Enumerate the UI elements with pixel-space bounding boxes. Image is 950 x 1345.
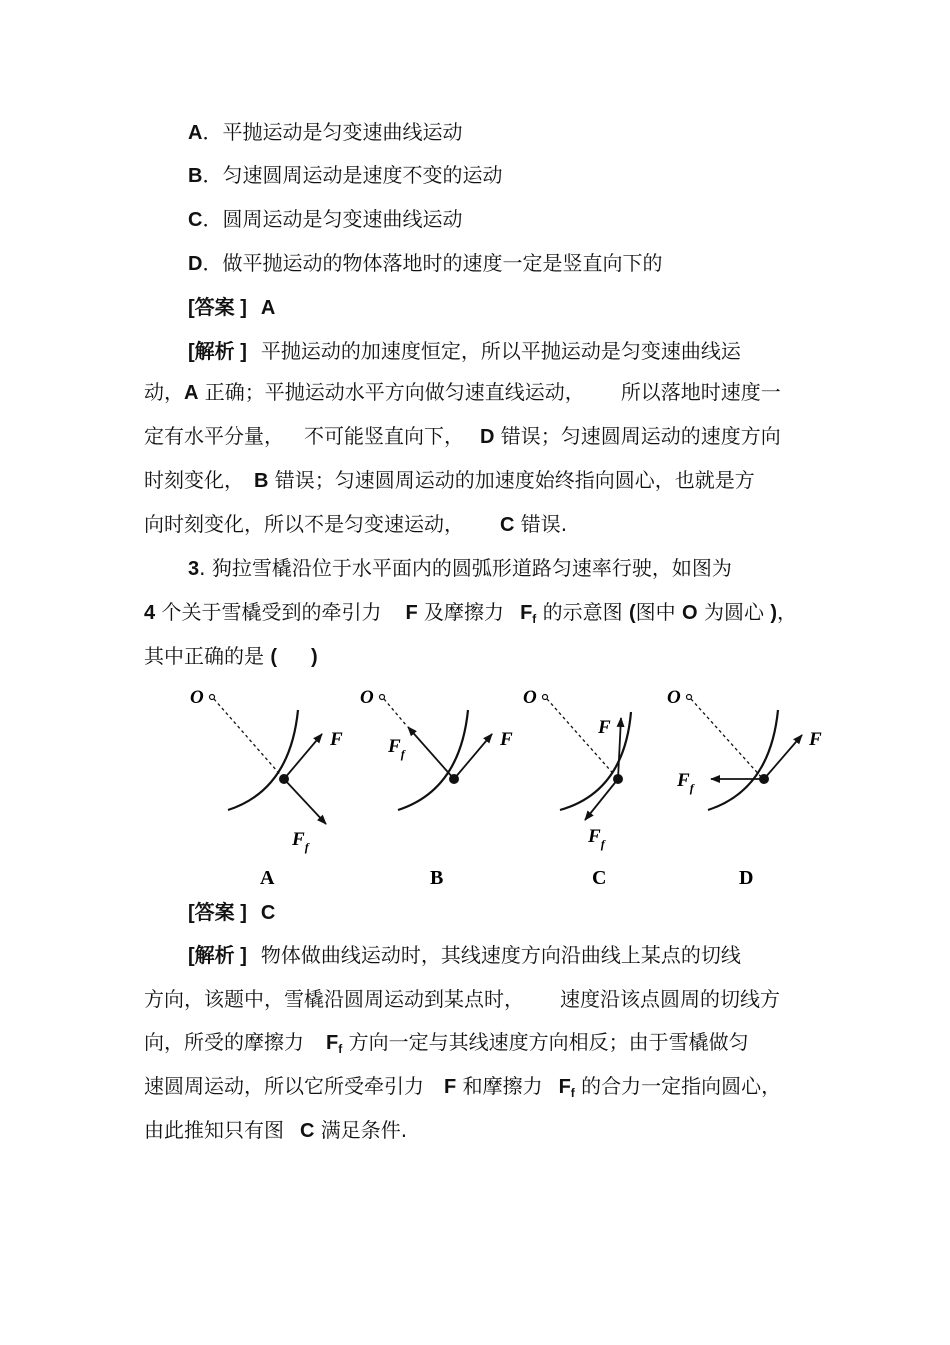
q2-analysis-line-4: 时刻变化， B 错误；匀速圆周运动的加速度始终指向圆心，也就是方 — [144, 468, 755, 492]
q3-stem-line-2: 4 个关于雪橇受到的牵引力 F 及摩擦力 $F_f$ 的示意图 (图中 O 为圆心 )， — [144, 600, 797, 626]
diagram-b — [360, 687, 513, 889]
arc-path — [398, 710, 468, 810]
diagram-a — [190, 687, 343, 889]
caption-d: D — [739, 867, 754, 889]
radius-dashed — [691, 699, 763, 779]
caption-a: A — [260, 867, 275, 889]
caption-c: C — [592, 867, 607, 889]
force-f-arrow — [284, 734, 322, 779]
radius-dashed — [547, 699, 618, 779]
force-ff-arrow — [284, 779, 326, 824]
label-ff: $F_f$ — [588, 826, 605, 851]
center-label-o: O — [523, 687, 537, 708]
option-b: B．匀速圆周运动是速度不变的运动 — [188, 163, 503, 187]
diagram-c — [523, 687, 631, 889]
center-point — [543, 695, 548, 700]
caption-b: B — [430, 867, 444, 889]
label-f: F — [500, 729, 513, 750]
radius-dashed — [214, 699, 284, 779]
q3-analysis-line-3: 向，所受的摩擦力 $F_f$ 方向一定与其线速度方向相反；由于雪橇做匀 — [144, 1030, 749, 1056]
force-f-arrow — [454, 734, 492, 779]
q2-analysis-line-5: 向时刻变化，所以不是匀变速运动， C 错误. — [144, 512, 568, 536]
force-f-arrow — [764, 735, 802, 779]
center-point — [687, 695, 692, 700]
radius-dashed — [384, 699, 406, 725]
option-c: C．圆周运动是匀变速曲线运动 — [188, 207, 463, 231]
option-d: D．做平抛运动的物体落地时的速度一定是竖直向下的 — [188, 251, 663, 275]
q3-stem-line-3: 其中正确的是 ( ) — [144, 644, 318, 668]
option-a: A．平抛运动是匀变速曲线运动 — [188, 120, 463, 144]
q2-analysis-line-1: [解析 ] 平抛运动的加速度恒定，所以平抛运动是匀变速曲线运 — [188, 339, 741, 363]
arc-path — [228, 710, 298, 810]
sled-force-diagrams — [180, 680, 840, 895]
q3-analysis-line-2: 方向，该题中，雪橇沿圆周运动到某点时， 速度沿该点圆周的切线方 — [144, 987, 780, 1011]
force-f-arrow — [618, 718, 621, 779]
q3-answer: [答案 ] C — [188, 902, 276, 924]
label-ff: $F_f$ — [388, 736, 405, 761]
q2-analysis-line-3: 定有水平分量， 不可能竖直向下， D 错误；匀速圆周运动的速度方向 — [144, 424, 781, 448]
q3-analysis-line-1: [解析 ] 物体做曲线运动时，其线速度方向沿曲线上某点的切线 — [188, 943, 741, 967]
label-f: F — [809, 729, 822, 750]
label-ff: $F_f$ — [677, 770, 694, 795]
center-point — [380, 695, 385, 700]
center-point — [210, 695, 215, 700]
diagram-d — [667, 687, 822, 889]
label-f: F — [598, 717, 611, 738]
q2-answer: [答案 ] A — [188, 297, 276, 319]
label-ff: $F_f$ — [292, 829, 309, 854]
arc-path — [708, 710, 778, 810]
q3-analysis-line-5: 由此推知只有图 C 满足条件. — [144, 1118, 408, 1142]
label-f: F — [330, 729, 343, 750]
q2-analysis-line-2: 动，A 正确；平抛运动水平方向做匀速直线运动， 所以落地时速度一 — [144, 380, 781, 404]
center-label-o: O — [360, 687, 374, 708]
center-label-o: O — [667, 687, 681, 708]
q3-analysis-line-4: 速圆周运动，所以它所受牵引力 F 和摩擦力 $F_f$ 的合力一定指向圆心， — [144, 1074, 782, 1100]
force-ff-arrow — [408, 727, 454, 779]
q3-stem-line-1: 3. 狗拉雪橇沿位于水平面内的圆弧形道路匀速率行驶，如图为 — [188, 556, 732, 580]
center-label-o: O — [190, 687, 204, 708]
